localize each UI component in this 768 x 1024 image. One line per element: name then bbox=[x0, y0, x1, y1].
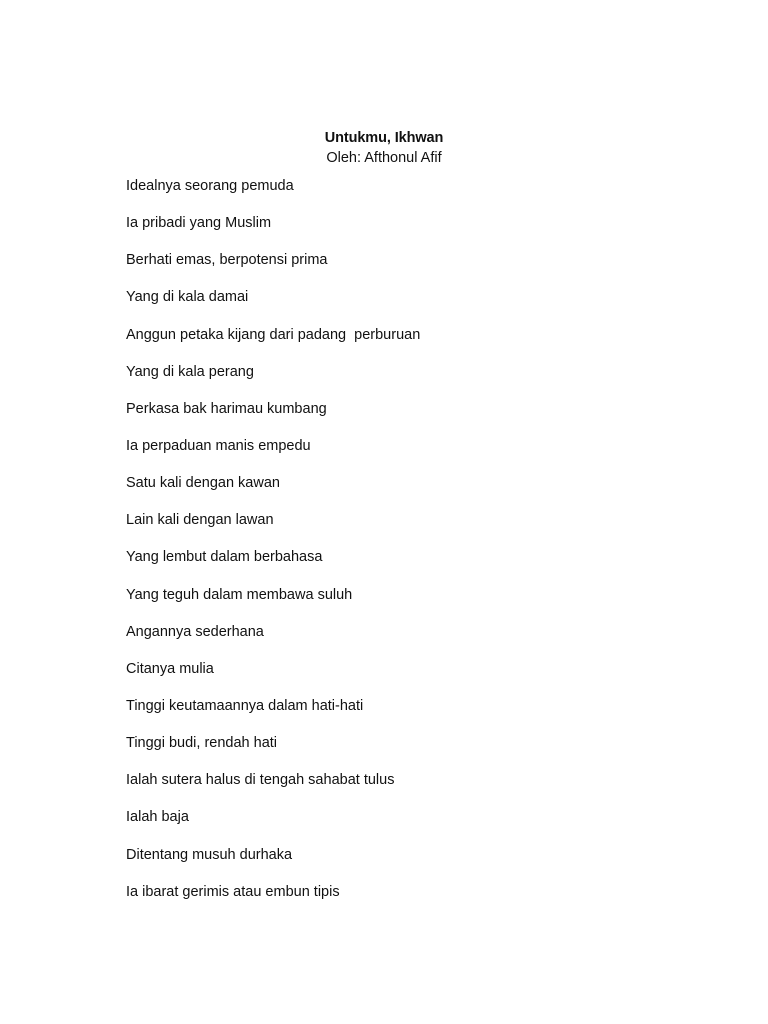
poem-line: Perkasa bak harimau kumbang bbox=[126, 400, 327, 417]
poem-line: Tinggi budi, rendah hati bbox=[126, 735, 278, 752]
poem-line: Ditentang musuh durhaka bbox=[126, 846, 293, 863]
poem-line: Ia pribadi yang Muslim bbox=[126, 215, 272, 232]
poem-line: Idealnya seorang pemuda bbox=[126, 178, 294, 194]
poem-line: Ia perpaduan manis empedu bbox=[126, 437, 311, 454]
poem-line: Ialah baja bbox=[126, 809, 189, 826]
poem-line: Satu kali dengan kawan bbox=[126, 475, 280, 492]
poem-line: Yang di kala perang bbox=[126, 363, 254, 380]
poem-line: Ia ibarat gerimis atau embun tipis bbox=[126, 883, 340, 900]
poem-line: Lain kali dengan lawan bbox=[126, 512, 274, 529]
poem-line: Angannya sederhana bbox=[126, 623, 264, 640]
poem-line: Yang teguh dalam membawa suluh bbox=[126, 586, 353, 603]
poem-line: Yang lembut dalam berbahasa bbox=[126, 549, 323, 566]
poem-title: Untukmu, Ikhwan bbox=[324, 130, 444, 146]
poem-line: Yang di kala damai bbox=[126, 289, 249, 306]
poem-line: Citanya mulia bbox=[126, 660, 214, 677]
poem-body bbox=[126, 176, 420, 919]
poem-line: Ialah sutera halus di tengah sahabat tulus bbox=[126, 772, 395, 789]
poem-line: Anggun petaka kijang dari padang perburuan bbox=[126, 326, 421, 343]
poem-line: Tinggi keutamaannya dalam hati-hati bbox=[126, 697, 364, 714]
poem-author: Oleh: Afthonul Afif bbox=[326, 150, 442, 166]
poem-line: Berhati emas, berpotensi prima bbox=[126, 252, 328, 269]
poem-header bbox=[0, 128, 768, 168]
